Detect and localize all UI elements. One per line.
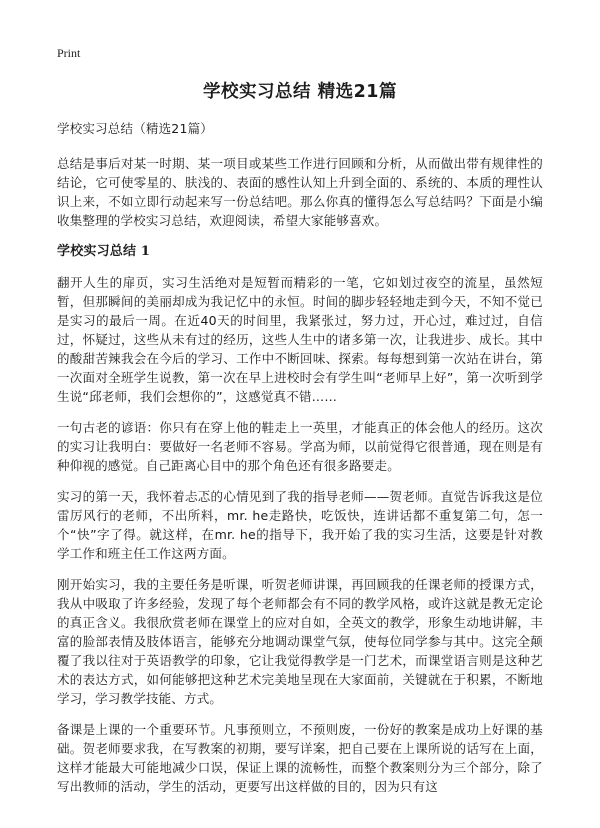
body-paragraph: 刚开始实习，我的主要任务是听课，听贺老师讲课，再回顾我的任课老师的授课方式，我从中吸取了许多经验，发现了每个老师都会有不同的教学风格，或许这就是教无定论的真正含义。我很欣赏老师在课堂上的应对自如，全英文的教学，形象生动地讲解，丰富的脸部表情及肢体语言，能够充分地调动课堂气氛，使每位同学参与其中。这完全颠覆了我以往对于英语教学的印象，它让我觉得教学是一门艺术，而课堂语言则是这种艺术的表达方式，如何能够把这种艺术完美地呈现在大家面前，关键就在于积累，不断地学习，学习教学技能、方式。 <box>57 577 543 706</box>
body-paragraph: 实习的第一天，我怀着忐忑的心情见到了我的指导老师——贺老师。直觉告诉我这是位雷厉风行的老师，不出所料，mr. he走路快，吃饭快，连讲话都不重复第二句，怎一个“快”字了得。就这样，在mr. he的指导下，我开始了我的实习生活，这要是针对教学工作和班主任工作这两方面。 <box>57 489 543 561</box>
document-body <box>57 119 543 808</box>
body-paragraph: 翻开人生的扉页，实习生活绝对是短暂而精彩的一笔，它如划过夜空的流星，虽然短暂，但那瞬间的美丽却成为我记忆中的永恒。时间的脚步轻轻地走到今天，不知不觉已是实习的最后一周。在近40天的时间里，我紧张过，努力过，开心过，难过过，自信过，怀疑过，这些从未有过的经历，这些人生中的诸多第一次，让我进步、成长。其中的酸甜苦辣我会在今后的学习、工作中不断回味、探索。每每想到第一次站在讲台，第一次面对全班学生说教，第一次在早上进校时会有学生叫“老师早上好”，第一次听到学生说“邱老师，我们会想你的”，这感觉真不错…… <box>57 275 543 404</box>
body-paragraph: 一句古老的谚语：你只有在穿上他的鞋走上一英里，才能真正的体会他人的经历。这次的实习让我明白：要做好一名老师不容易。学高为师，以前觉得它很普通，现在则是有种仰视的感觉。自己距离心目中的那个角色还有很多路要走。 <box>57 420 543 473</box>
document-subtitle: 学校实习总结（精选21篇） <box>57 121 214 136</box>
document-title: 学校实习总结 精选21篇 <box>203 82 397 102</box>
print-link[interactable]: Print <box>57 46 81 60</box>
body-paragraph: 备课是上课的一个重要环节。凡事预则立，不预则废，一份好的教案是成功上好课的基础。贺老师要求我，在写教案的初期，要写详案，把自己要在上课所说的话写在上面，这样才能最大可能地减少口误，保证上课的流畅性，而整个教案则分为三个部分，除了写出教师的活动，学生的活动，更要写出这样做的目的，因为只有这 <box>57 722 543 794</box>
intro-paragraph: 总结是事后对某一时期、某一项目或某些工作进行回顾和分析，从而做出带有规律性的结论，它可使零星的、肤浅的、表面的感性认知上升到全面的、系统的、本质的理性认识上来，不如立即行动起来写一份总结吧。那么你真的懂得怎么写总结吗？下面是小编收集整理的学校实习总结，欢迎阅读，希望大家能够喜欢。 <box>57 156 543 228</box>
section-heading: 学校实习总结 1 <box>57 244 151 259</box>
